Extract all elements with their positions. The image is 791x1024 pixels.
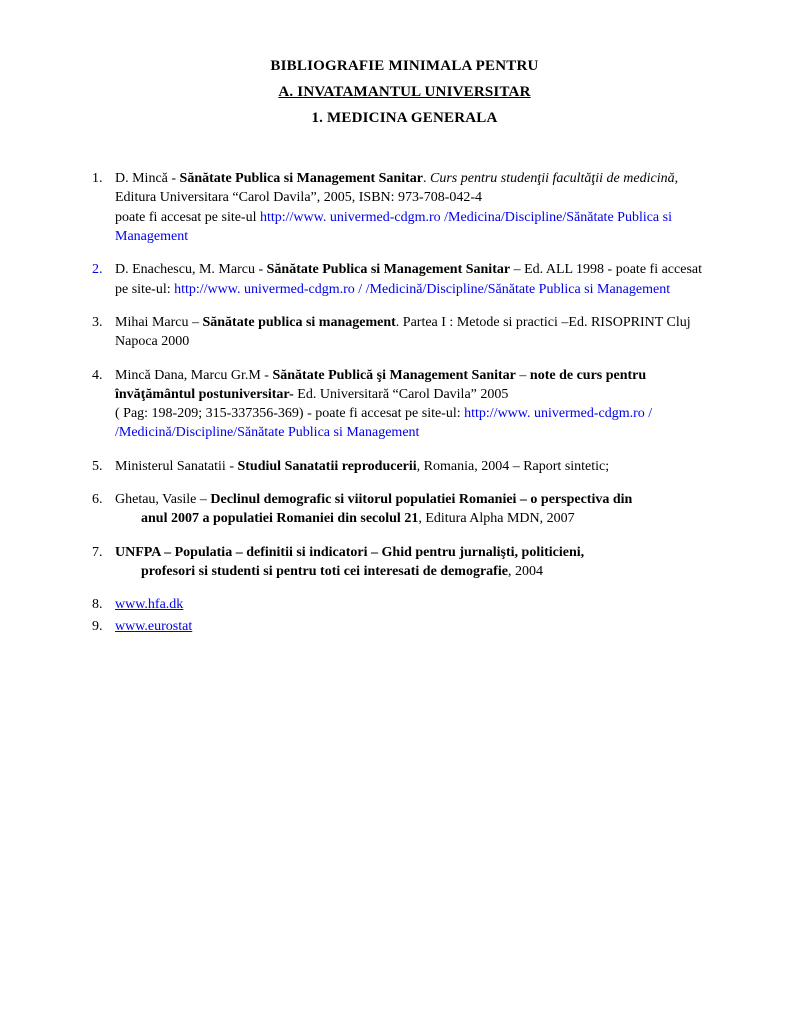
item-text — [115, 595, 717, 614]
text-segment: anul 2007 a populatiei Romaniei din secolul 21 — [141, 511, 419, 527]
document-subtitle: A. INVATAMANTUL UNIVERSITAR — [278, 84, 531, 100]
item-text — [115, 490, 717, 529]
list-item — [92, 260, 717, 299]
text-segment: Curs pentru studenţii facultăţii de medicină — [430, 171, 675, 186]
item-number: 7. — [92, 544, 103, 560]
document-title: BIBLIOGRAFIE MINIMALA PENTRU — [270, 58, 539, 74]
list-item — [92, 313, 717, 352]
text-segment: D. Enachescu, M. Marcu - — [115, 262, 267, 278]
item-number: 4. — [92, 367, 103, 383]
text-segment: Ghetau, Vasile – — [115, 492, 211, 508]
list-item — [92, 595, 717, 614]
item-text — [115, 260, 717, 299]
item-text — [115, 617, 717, 636]
item-number: 5. — [92, 458, 103, 474]
text-segment: Mihai Marcu – — [115, 314, 203, 330]
text-segment: Sănătate Publica si Management Sanitar — [179, 171, 423, 186]
text-segment: – — [515, 367, 530, 383]
list-item — [92, 617, 717, 636]
text-segment: Sănătate Publica si Management Sanitar — [266, 262, 511, 278]
text-segment: D. Mincă - — [115, 171, 180, 186]
item-number: 2. — [92, 262, 103, 278]
item-text — [115, 313, 717, 352]
item-text — [115, 366, 717, 443]
item-number: 1. — [92, 171, 103, 186]
text-segment: Studiul Sanatatii reproducerii — [237, 458, 417, 474]
text-segment: , Editura Alpha MDN, 2007 — [418, 511, 575, 527]
list-item — [92, 457, 717, 476]
text-segment: Sănătate publica si management — [202, 314, 396, 330]
hyperlink[interactable]: http://www. univermed-cdgm.ro / /Medicină/Discipline/Sănătate Publica si Management — [174, 281, 671, 297]
text-segment: ( Pag: 198-209; 315-337356-369) - poate fi accesat pe site-ul: — [115, 406, 465, 422]
hyperlink[interactable]: http://www. univermed-cdgm.ro / /Medicină/Discipline/Sănătate Publica si Management — [115, 406, 653, 441]
text-segment: , Romania, 2004 – Raport sintetic; — [416, 458, 610, 474]
text-segment: . Partea I : Metode si practici –Ed. RISOPRINT Cluj Napoca 2000 — [115, 314, 691, 350]
text-segment: profesori si studenti si pentru toti cei interesati de demografie — [141, 564, 508, 579]
text-segment: Ministerul Sanatatii - — [115, 458, 238, 474]
section-title: 1. MEDICINA GENERALA — [311, 110, 498, 126]
hyperlink[interactable]: www.hfa.dk — [115, 597, 184, 613]
item-number: 6. — [92, 492, 103, 508]
bibliography-list — [92, 169, 717, 636]
text-segment: poate fi accesat pe site-ul — [115, 209, 260, 225]
text-segment: , 2004 — [507, 564, 543, 579]
hyperlink[interactable]: www.eurostat — [115, 618, 193, 634]
item-text — [115, 169, 717, 246]
text-segment: Sănătate Publică şi Management Sanitar — [272, 367, 516, 383]
list-item — [92, 490, 717, 529]
text-segment: – Ed. ALL 1998 - poate fi accesat pe site-ul: — [115, 262, 702, 297]
text-segment: . — [423, 171, 430, 186]
list-item — [92, 366, 717, 443]
text-segment: , Editura Universitara “Carol Davila”, 2005, ISBN: 973-708-042-4 — [115, 171, 679, 206]
item-number: 8. — [92, 597, 103, 613]
item-text — [115, 457, 717, 476]
hyperlink[interactable]: http://www. univermed-cdgm.ro /Medicina/Discipline/Sănătate Publica si Management — [115, 209, 672, 244]
text-segment: UNFPA – Populatia – definitii si indicatori – Ghid pentru jurnalişti, politicieni, — [115, 544, 585, 560]
list-item — [92, 543, 717, 582]
text-segment: Declinul demografic si viitorul populatiei Romaniei – o perspectiva din — [210, 492, 633, 508]
document-header — [92, 58, 717, 127]
item-text — [115, 543, 717, 582]
list-item — [92, 169, 717, 246]
text-segment: note de curs pentru învăţământul postuniversitar- — [115, 367, 647, 402]
item-number: 9. — [92, 618, 103, 634]
item-number: 3. — [92, 314, 103, 330]
text-segment: Mincă Dana, Marcu Gr.M - — [115, 367, 273, 383]
text-segment: Ed. Universitară “Carol Davila” 2005 — [293, 386, 509, 402]
